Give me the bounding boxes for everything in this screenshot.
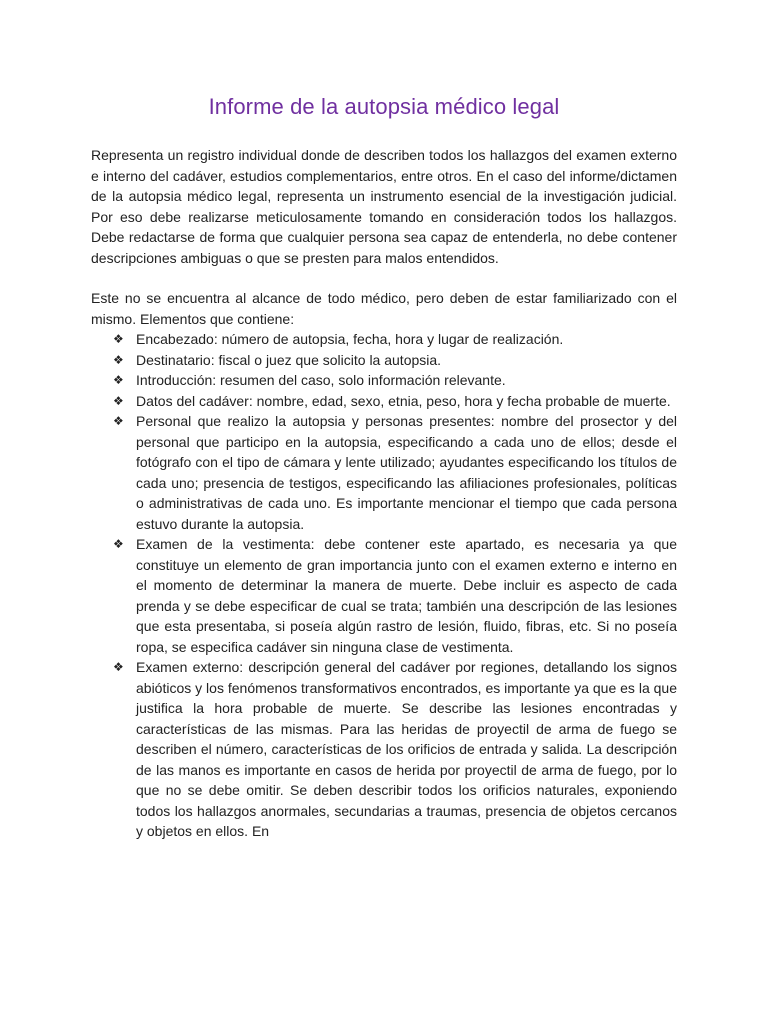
diamond-bullet-icon: ❖ — [113, 373, 124, 387]
list-item — [91, 370, 677, 391]
elements-list — [91, 329, 677, 842]
list-item — [91, 411, 677, 534]
list-item — [91, 350, 677, 371]
list-item — [91, 329, 677, 350]
list-item-text: Datos del cadáver: nombre, edad, sexo, etnia, peso, hora y fecha probable de muerte. — [136, 392, 671, 409]
diamond-bullet-icon: ❖ — [113, 332, 124, 346]
list-item-text: Personal que realizo la autopsia y personas presentes: nombre del prosector y del personal que participo en la autopsia, especificando a cada uno de ellos; desde el fotógrafo con el tipo de cámara y lente utilizado; ayudantes especificando los títulos de cada uno; presencia de testigos, especificando las afiliaciones profesionales, políticas o administrativas de cada uno. Es importante mencionar el tiempo que cada persona estuvo durante la autopsia. — [136, 413, 677, 532]
list-item-text: Examen de la vestimenta: debe contener este apartado, es necesaria ya que constituye un elemento de gran importancia junto con el examen externo e interno en el momento de determinar la manera de muerte. Debe incluir es aspecto de cada prenda y se debe especificar de cual se trata; también una descripción de las lesiones que esta presentaba, si poseía algún rastro de lesión, fluido, fibras, etc. Si no poseía ropa, se especifica cadáver sin ninguna clase de vestimenta. — [136, 536, 677, 655]
diamond-bullet-icon: ❖ — [113, 414, 124, 428]
list-item-text: Destinatario: fiscal o juez que solicito la autopsia. — [136, 351, 442, 368]
list-item-text: Examen externo: descripción general del cadáver por regiones, detallando los signos abióticos y los fenómenos transformativos encontrados, es importante ya que es la que justifica la hora probable de muerte. Se describe las lesiones encontradas y características de las mismas. Para las heridas de proyectil de arma de fuego se describen el número, características de los orificios de entrada y salida. La descripción de las manos es importante en casos de herida por proyectil de arma de fuego, por lo que no se debe omitir. Se deben describir todos los orificios naturales, exponiendo todos los hallazgos anormales, secundarias a traumas, presencia de objetos cercanos y objetos en ellos. En — [136, 659, 677, 839]
document-title: Informe de la autopsia médico legal — [208, 94, 560, 119]
diamond-bullet-icon: ❖ — [113, 393, 124, 408]
list-item-text: Encabezado: número de autopsia, fecha, hora y lugar de realización. — [136, 331, 564, 347]
diamond-bullet-icon: ❖ — [113, 537, 124, 551]
list-item — [91, 657, 677, 842]
list-item — [91, 534, 677, 657]
elements-paragraph: Este no se encuentra al alcance de todo médico, pero deben de estar familiarizado con el mismo. Elementos que contiene: — [91, 290, 677, 327]
document-page — [91, 90, 677, 842]
diamond-bullet-icon: ❖ — [113, 352, 124, 367]
list-item-text: Introducción: resumen del caso, solo información relevante. — [136, 372, 506, 388]
diamond-bullet-icon: ❖ — [113, 660, 124, 674]
intro-paragraph: Representa un registro individual donde de describen todos los hallazgos del examen externo e interno del cadáver, estudios complementarios, entre otros. En el caso del informe/dictamen de la autopsia médico legal, representa un instrumento esencial de la investigación judicial. Por eso debe realizarse meticulosamente tomando en consideración todos los hallazgos. Debe redactarse de forma que cualquier persona sea capaz de entenderla, no debe contener descripciones ambiguas o que se presten para malos entendidos. — [91, 147, 677, 266]
list-item — [91, 391, 677, 412]
